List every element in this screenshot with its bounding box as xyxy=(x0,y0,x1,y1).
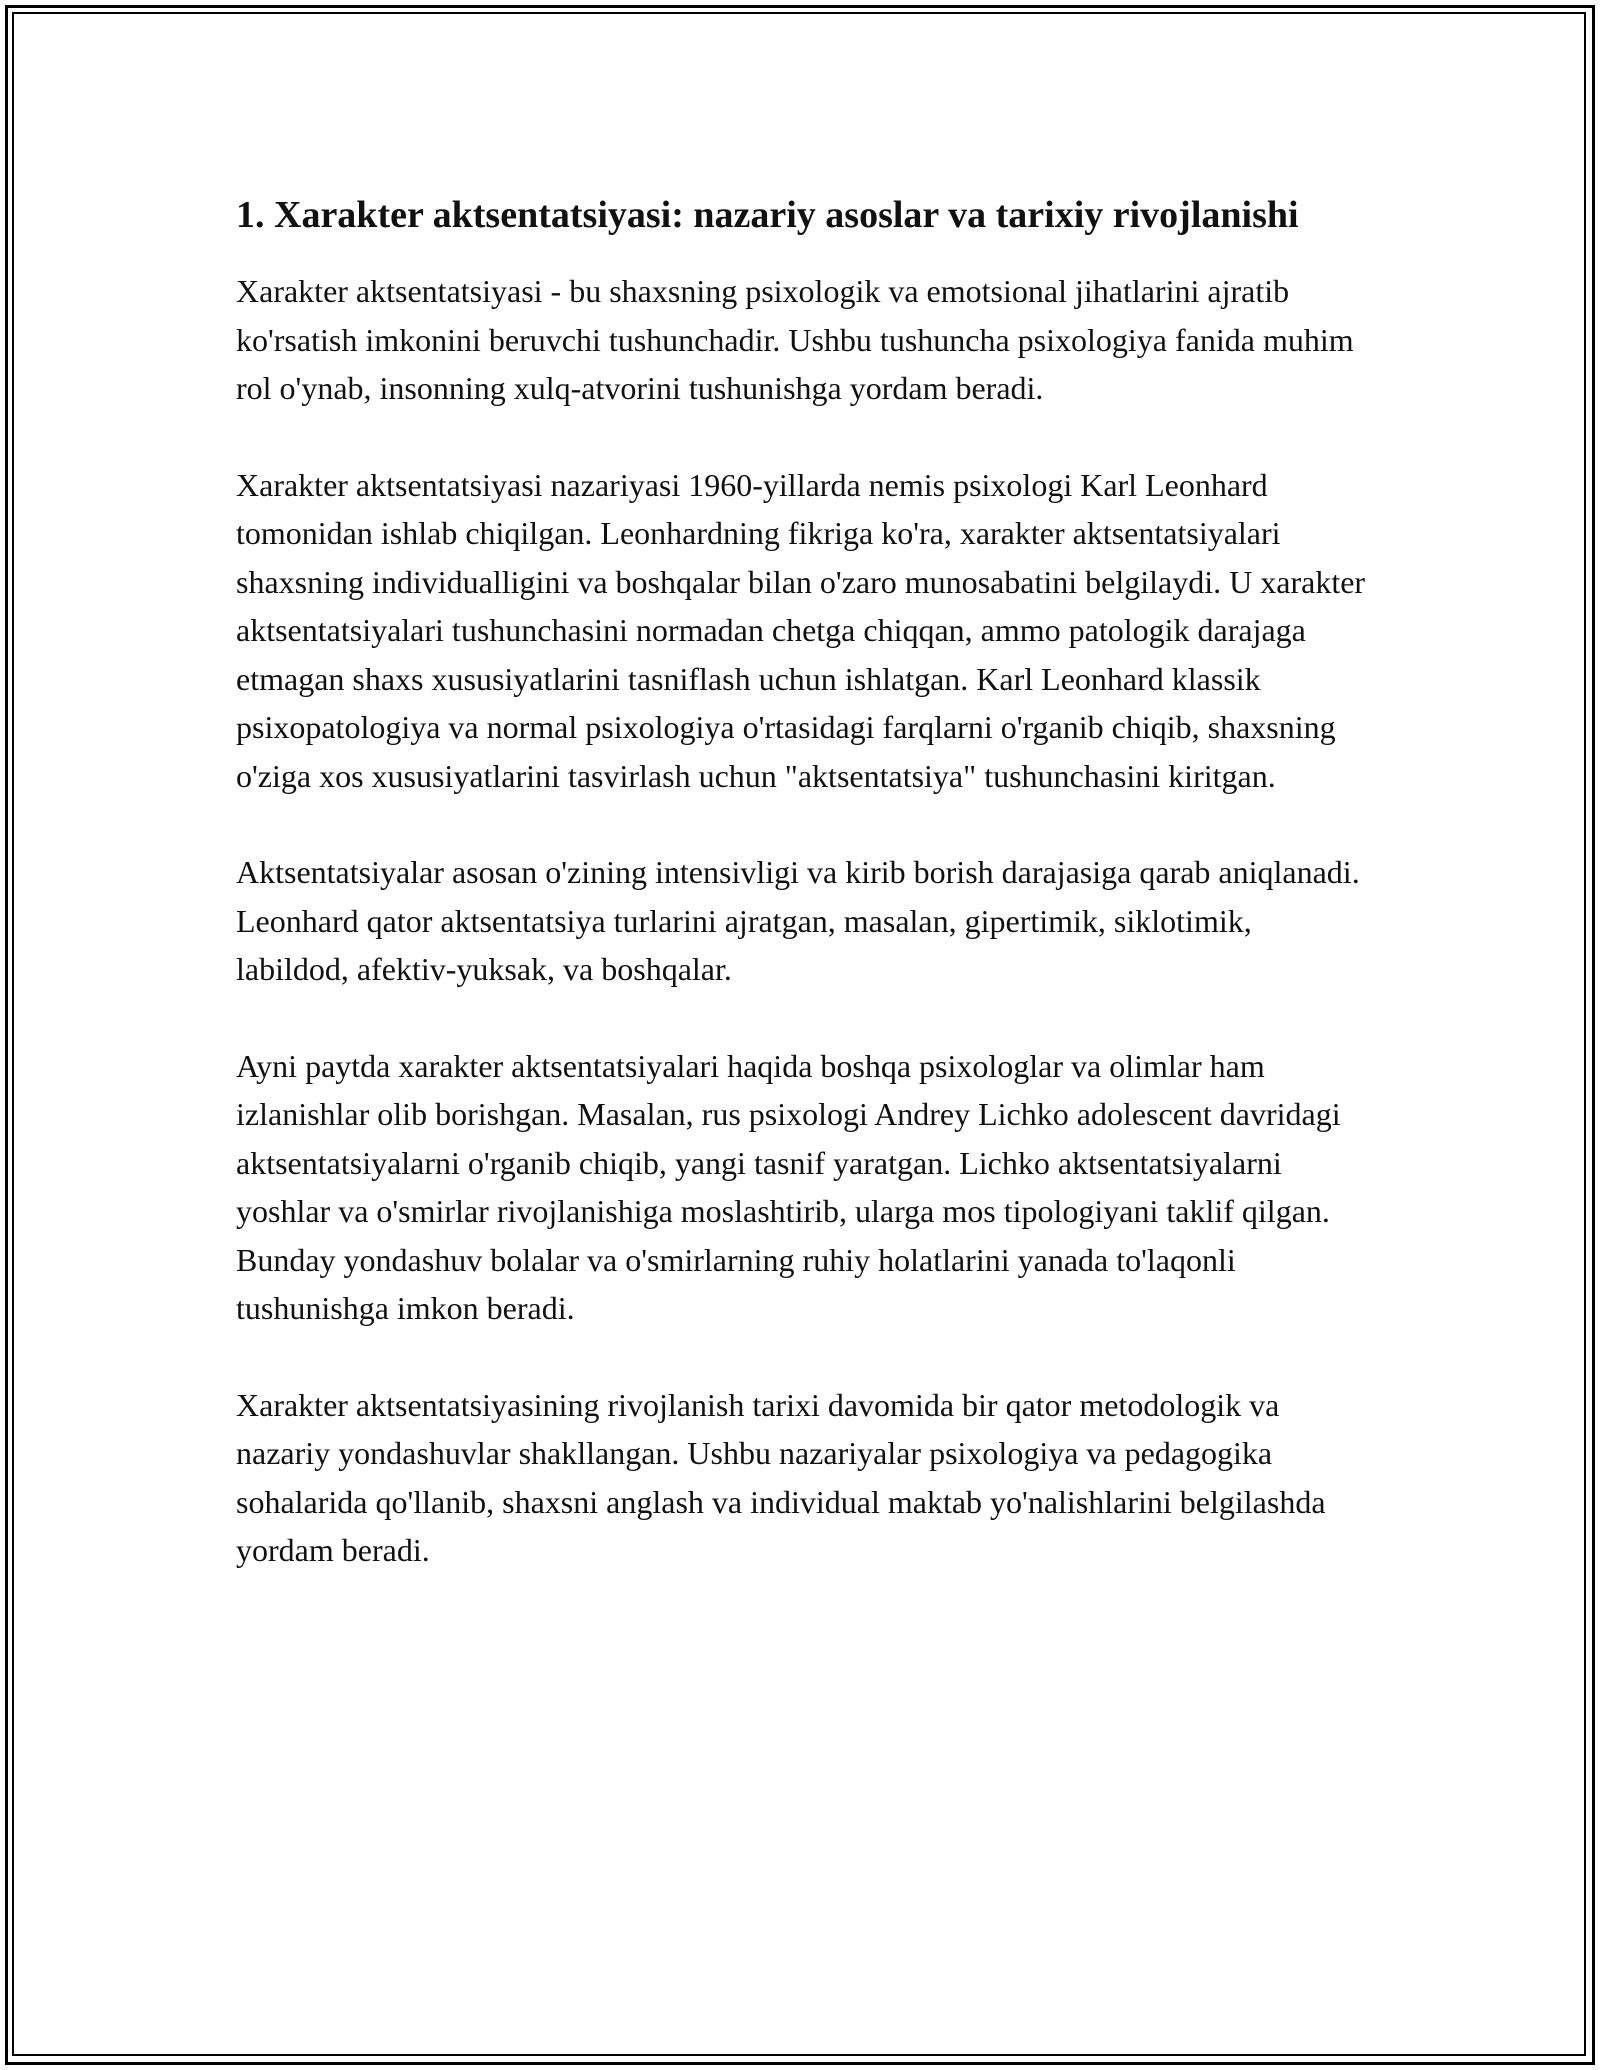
document-body xyxy=(236,188,1366,1623)
paragraph-leonhard-theory: Xarakter aktsentatsiyasi nazariyasi 1960-yillarda nemis psixologi Karl Leonhard tomonidan ishlab chiqilgan. Leonhardning fikriga ko'ra, xarakter aktsentatsiyalari shaxsning individualligini va boshqalar bilan o'zaro munosabatini belgilaydi. U xarakter aktsentatsiyalari tushunchasini normadan chetga chiqqan, ammo patologik darajaga etmagan shaxs xususiyatlarini tasniflash uchun ishlatgan. Karl Leonhard klassik psixopatologiya va normal psixologiya o'rtasidagi farqlarni o'rganib chiqib, shaxsning o'ziga xos xususiyatlarini tasvirlash uchun "aktsentatsiya" tushunchasini kiritgan. xyxy=(236,466,1366,794)
section-heading: 1. Xarakter aktsentatsiyasi: nazariy asoslar va tarixiy rivojlanishi xyxy=(236,194,1299,236)
paragraph-development-history: Xarakter aktsentatsiyasining rivojlanish tarixi davomida bir qator metodologik va nazariy yondashuvlar shakllangan. Ushbu nazariyalar psixologiya va pedagogika sohalarida qo'llanib, shaxsni anglash va individual maktab yo'nalishlarini belgilashda yordam beradi. xyxy=(236,1386,1326,1568)
paragraph-lichko-research: Ayni paytda xarakter aktsentatsiyalari haqida boshqa psixologlar va olimlar ham izlanishlar olib borishgan. Masalan, rus psixologi Andrey Lichko adolescent davridagi aktsentatsiyalarni o'rganib chiqib, yangi tasnif yaratgan. Lichko aktsentatsiyalarni yoshlar va o'smirlar rivojlanishiga moslashtirib, ularga mos tipologiyani taklif qilgan. Bunday yondashuv bolalar va o'smirlarning ruhiy holatlarini yanada to'laqonli tushunishga imkon beradi. xyxy=(236,1047,1341,1326)
paragraph-definition: Xarakter aktsentatsiyasi - bu shaxsning psixologik va emotsional jihatlarini ajratib ko'rsatish imkonini beruvchi tushunchadir. Ushbu tushuncha psixologiya fanida muhim rol o'ynab, insonning xulq-atvorini tushunishga yordam beradi. xyxy=(236,273,1354,406)
paragraph-accentuation-types: Aktsentatsiyalar asosan o'zining intensivligi va kirib borish darajasiga qarab aniqlanadi. Leonhard qator aktsentatsiya turlarini ajratgan, masalan, gipertimik, siklotimik, labildod, afektiv-yuksak, va boshqalar. xyxy=(236,854,1360,987)
